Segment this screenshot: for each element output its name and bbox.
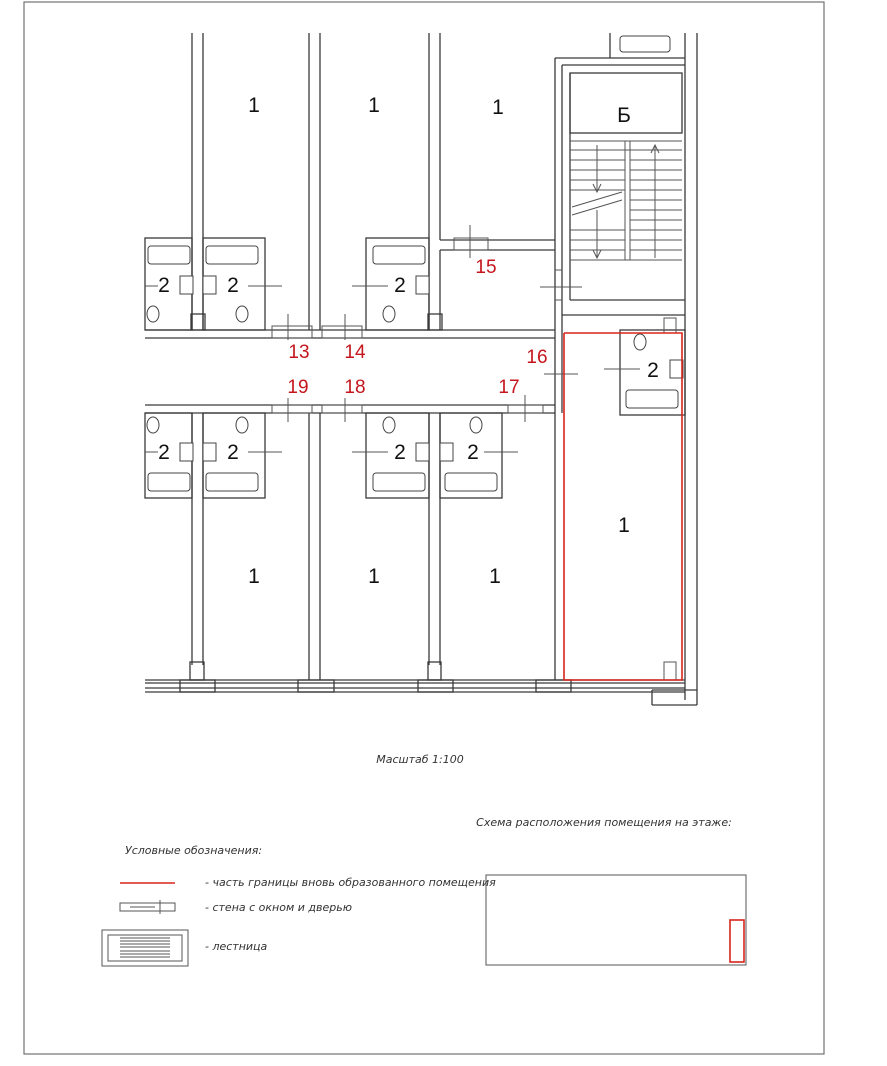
corridor-19: 19 (287, 377, 309, 398)
scale-label: Масштаб 1:100 (376, 753, 464, 766)
bath-2-b: 2 (227, 274, 239, 297)
room-1-e: 1 (368, 565, 380, 588)
staircase (570, 141, 682, 260)
room-1-b: 1 (368, 94, 380, 117)
corridor-16: 16 (526, 347, 548, 368)
legend-wall-label: - стена с окном и дверью (205, 901, 352, 914)
room-1-a: 1 (248, 94, 260, 117)
corridor-13: 13 (288, 342, 310, 363)
bath-2-d: 2 (158, 441, 170, 464)
legend-title: Условные обозначения: (125, 844, 263, 857)
bath-2-c: 2 (394, 274, 406, 297)
legend-stair-label: - лестница (205, 940, 268, 953)
floor-plan (145, 33, 697, 705)
room-1-g: 1 (618, 514, 630, 537)
bath-2-a: 2 (158, 274, 170, 297)
room-1-c: 1 (492, 96, 504, 119)
bath-2-e: 2 (227, 441, 239, 464)
sheet-frame (24, 2, 824, 1054)
stair-label: Б (617, 104, 631, 127)
room-1-d: 1 (248, 565, 260, 588)
room-labels (158, 94, 659, 588)
room-1-f: 1 (489, 565, 501, 588)
bath-2-f: 2 (394, 441, 406, 464)
bath-2-g: 2 (467, 441, 479, 464)
door-markers (145, 225, 676, 680)
legend-stair-swatch (102, 930, 188, 966)
bathroom-fixtures (147, 36, 683, 491)
legend-boundary-label: - часть границы вновь образованного помещения (205, 876, 496, 889)
corridor-18: 18 (344, 377, 366, 398)
corridor-15: 15 (475, 257, 497, 278)
bath-2-h: 2 (647, 359, 659, 382)
floor-scheme (486, 875, 746, 965)
new-room-boundary (564, 333, 682, 680)
corridor-17: 17 (498, 377, 520, 398)
corridor-14: 14 (344, 342, 366, 363)
legend-wall-swatch (120, 900, 175, 914)
scheme-title: Схема расположения помещения на этаже: (476, 816, 732, 829)
